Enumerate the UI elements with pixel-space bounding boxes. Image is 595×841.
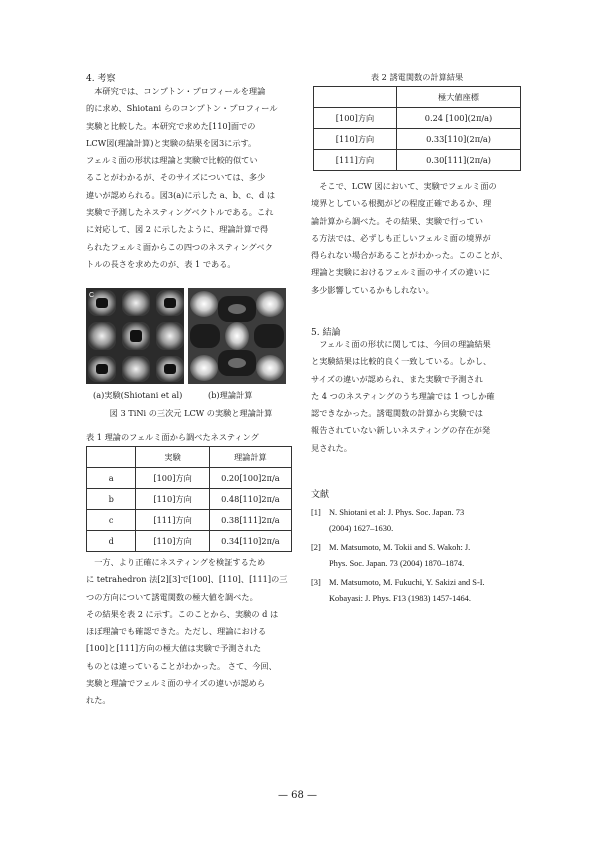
figure-3b-theory-image	[188, 288, 286, 384]
table-cell: 0.38[111]2π/a	[209, 510, 291, 531]
table-cell: 0.30[111](2π/a)	[397, 150, 521, 171]
table-row	[87, 510, 292, 531]
table-cell: [110]方向	[136, 531, 209, 552]
table-cell: d	[87, 531, 136, 552]
table-cell: b	[87, 489, 136, 510]
text-line: 境界としている根拠がどの程度正確であるか、理	[311, 198, 492, 209]
text-line: フェルミ面の形状は理論と実験で比較的似てい	[86, 155, 258, 166]
reference-text: Phys. Soc. Japan. 73 (2004) 1870–1874.	[329, 559, 465, 568]
table-row	[87, 468, 292, 489]
text-line: 報告されていない新しいネスティングの存在が発	[311, 425, 491, 436]
table-1-caption: 表 1 理論のフェルミ面から調べたネスティング	[86, 432, 259, 442]
text-line: トルの長さを求めたのが、表 1 である。	[86, 258, 236, 269]
conclusion-paragraph	[311, 336, 495, 457]
table-row	[87, 531, 292, 552]
figure-3-caption: 図 3 TiNi の三次元 LCW の実験と理論計算	[109, 408, 273, 418]
table-header-cell: 極大値座標	[397, 87, 521, 108]
table-2	[313, 86, 521, 171]
text-line: た 4 つのネスティングのうち理論では 1 つしか確	[311, 390, 495, 401]
page-number: — 68 —	[277, 790, 318, 801]
text-line: ものとは違っていることがわかった。 さて、今回、	[86, 660, 277, 671]
table-cell: [111]方向	[314, 150, 397, 171]
reference-text: (2004) 1627–1630.	[329, 524, 394, 533]
right-paragraph	[311, 178, 508, 299]
section-heading-discussion: 4. 考察	[86, 74, 116, 84]
reference-number: [2]	[311, 543, 321, 552]
text-line: 実験と比較した。本研究で求めた[110]面での	[86, 120, 256, 131]
text-line: に対応して、図 2 に示したように、理論計算で得	[86, 224, 269, 235]
text-line: られたフェルミ面からこの四つのネスティングベク	[86, 241, 273, 252]
text-line: 一方、より正確にネスティングを検証するため	[94, 557, 266, 567]
text-line: ほぼ理論でも確認できた。ただし、理論における	[86, 626, 267, 637]
text-line: サイズの違いが認められ、また実験で予測され	[311, 373, 483, 384]
text-line: る方法では、必ずしも正しいフェルミ面の境界が	[311, 232, 491, 243]
table-cell: 0.48[110]2π/a	[209, 489, 291, 510]
references-heading: 文献	[311, 490, 330, 500]
table-cell: 0.33[110](2π/a)	[397, 129, 521, 150]
table-cell: 0.34[110]2π/a	[209, 531, 291, 552]
text-line: そこで、LCW 図において、実験でフェルミ面の	[319, 181, 497, 191]
table-header-row	[314, 87, 521, 108]
text-line: 本研究では、コンプトン・プロフィールを理論	[94, 86, 266, 96]
table-row	[314, 108, 521, 129]
table-1	[86, 446, 292, 552]
text-line: [100]と[111]方向の極大値は実験で予測された	[86, 643, 262, 654]
text-line: 認できなかった。誘電関数の計算から実験では	[311, 408, 483, 419]
table-header-cell	[87, 447, 136, 468]
text-line: 見された。	[311, 442, 352, 453]
text-line: 的に求め、Shiotani らのコンプトン・プロフィール	[86, 103, 278, 114]
text-line: 理論と実験におけるフェルミ面のサイズの違いに	[311, 267, 491, 278]
table-cell: c	[87, 510, 136, 531]
text-line: 実験と理論でフェルミ面のサイズの違いが認めら	[86, 678, 266, 689]
reference-text: M. Matsumoto, M. Tokii and S. Wakoh: J.	[329, 543, 471, 552]
figure-3a-experiment-image	[86, 288, 184, 384]
table-cell: [110]方向	[136, 489, 209, 510]
text-line: その結果を表 2 に示す。このことから、実験の d は	[86, 608, 279, 619]
figure-3a-label: (a)実験(Shiotani et al)	[93, 390, 183, 400]
table-cell: [111]方向	[136, 510, 209, 531]
reference-text: Kobayasi: J. Phys. F13 (1983) 1457-1464.	[329, 594, 471, 603]
table-row	[87, 489, 292, 510]
table-cell: 0.24 [100](2π/a)	[397, 108, 521, 129]
table-cell: [100]方向	[136, 468, 209, 489]
reference-text: M. Matsumoto, M. Fukuchi, Y. Sakizi and S-I.	[329, 578, 485, 587]
text-line: つの方向について誘電関数の極大値を調べた。	[86, 591, 258, 602]
text-line: LCW図(理論計算)と実験の結果を図3に示す。	[86, 137, 257, 148]
table-row	[314, 150, 521, 171]
table-cell: a	[87, 468, 136, 489]
text-line: 論計算から調べた。その結果、実験で行ってい	[311, 215, 483, 226]
reference-number: [1]	[311, 508, 321, 517]
text-line: 実験で予測したネスティングベクトルである。これ	[86, 207, 274, 218]
table-cell: 0.20[100]2π/a	[209, 468, 291, 489]
discussion-paragraph	[86, 83, 278, 273]
text-line: フェルミ面の形状に関しては、今回の理論結果	[319, 339, 491, 349]
table-header-cell: 理論計算	[209, 447, 291, 468]
table-2-caption: 表 2 誘電関数の計算結果	[370, 72, 464, 82]
reference-text: N. Shiotani et al: J. Phys. Soc. Japan. 73	[329, 508, 465, 517]
table-header-row	[87, 447, 292, 468]
table-header-cell: 実験	[136, 447, 209, 468]
text-line: 違いが認められる。図3(a)に示した a、b、c、d は	[86, 189, 276, 200]
text-line: ることがわかるが、そのサイズについては、多少	[86, 172, 266, 183]
table-header-cell	[314, 87, 397, 108]
text-line: 多少影響しているかもしれない。	[311, 284, 434, 295]
text-line: に tetrahedron 法[2][3]で[100]、[110]、[111]の三	[86, 574, 288, 585]
discussion-paragraph-2	[86, 554, 287, 710]
section-heading-conclusion: 5. 結論	[311, 328, 341, 338]
text-line: と実験結果は比較的良く一致している。しかし、	[311, 356, 492, 367]
table-row	[314, 129, 521, 150]
table-cell: [110]方向	[314, 129, 397, 150]
text-line: 得られない場合があることがわかった。このことが、	[311, 250, 508, 261]
reference-number: [3]	[311, 578, 321, 587]
table-cell: [100]方向	[314, 108, 397, 129]
figure-3b-label: (b)理論計算	[208, 390, 253, 400]
text-line: れた。	[86, 695, 111, 706]
figure-panel-mark: C	[89, 292, 95, 299]
